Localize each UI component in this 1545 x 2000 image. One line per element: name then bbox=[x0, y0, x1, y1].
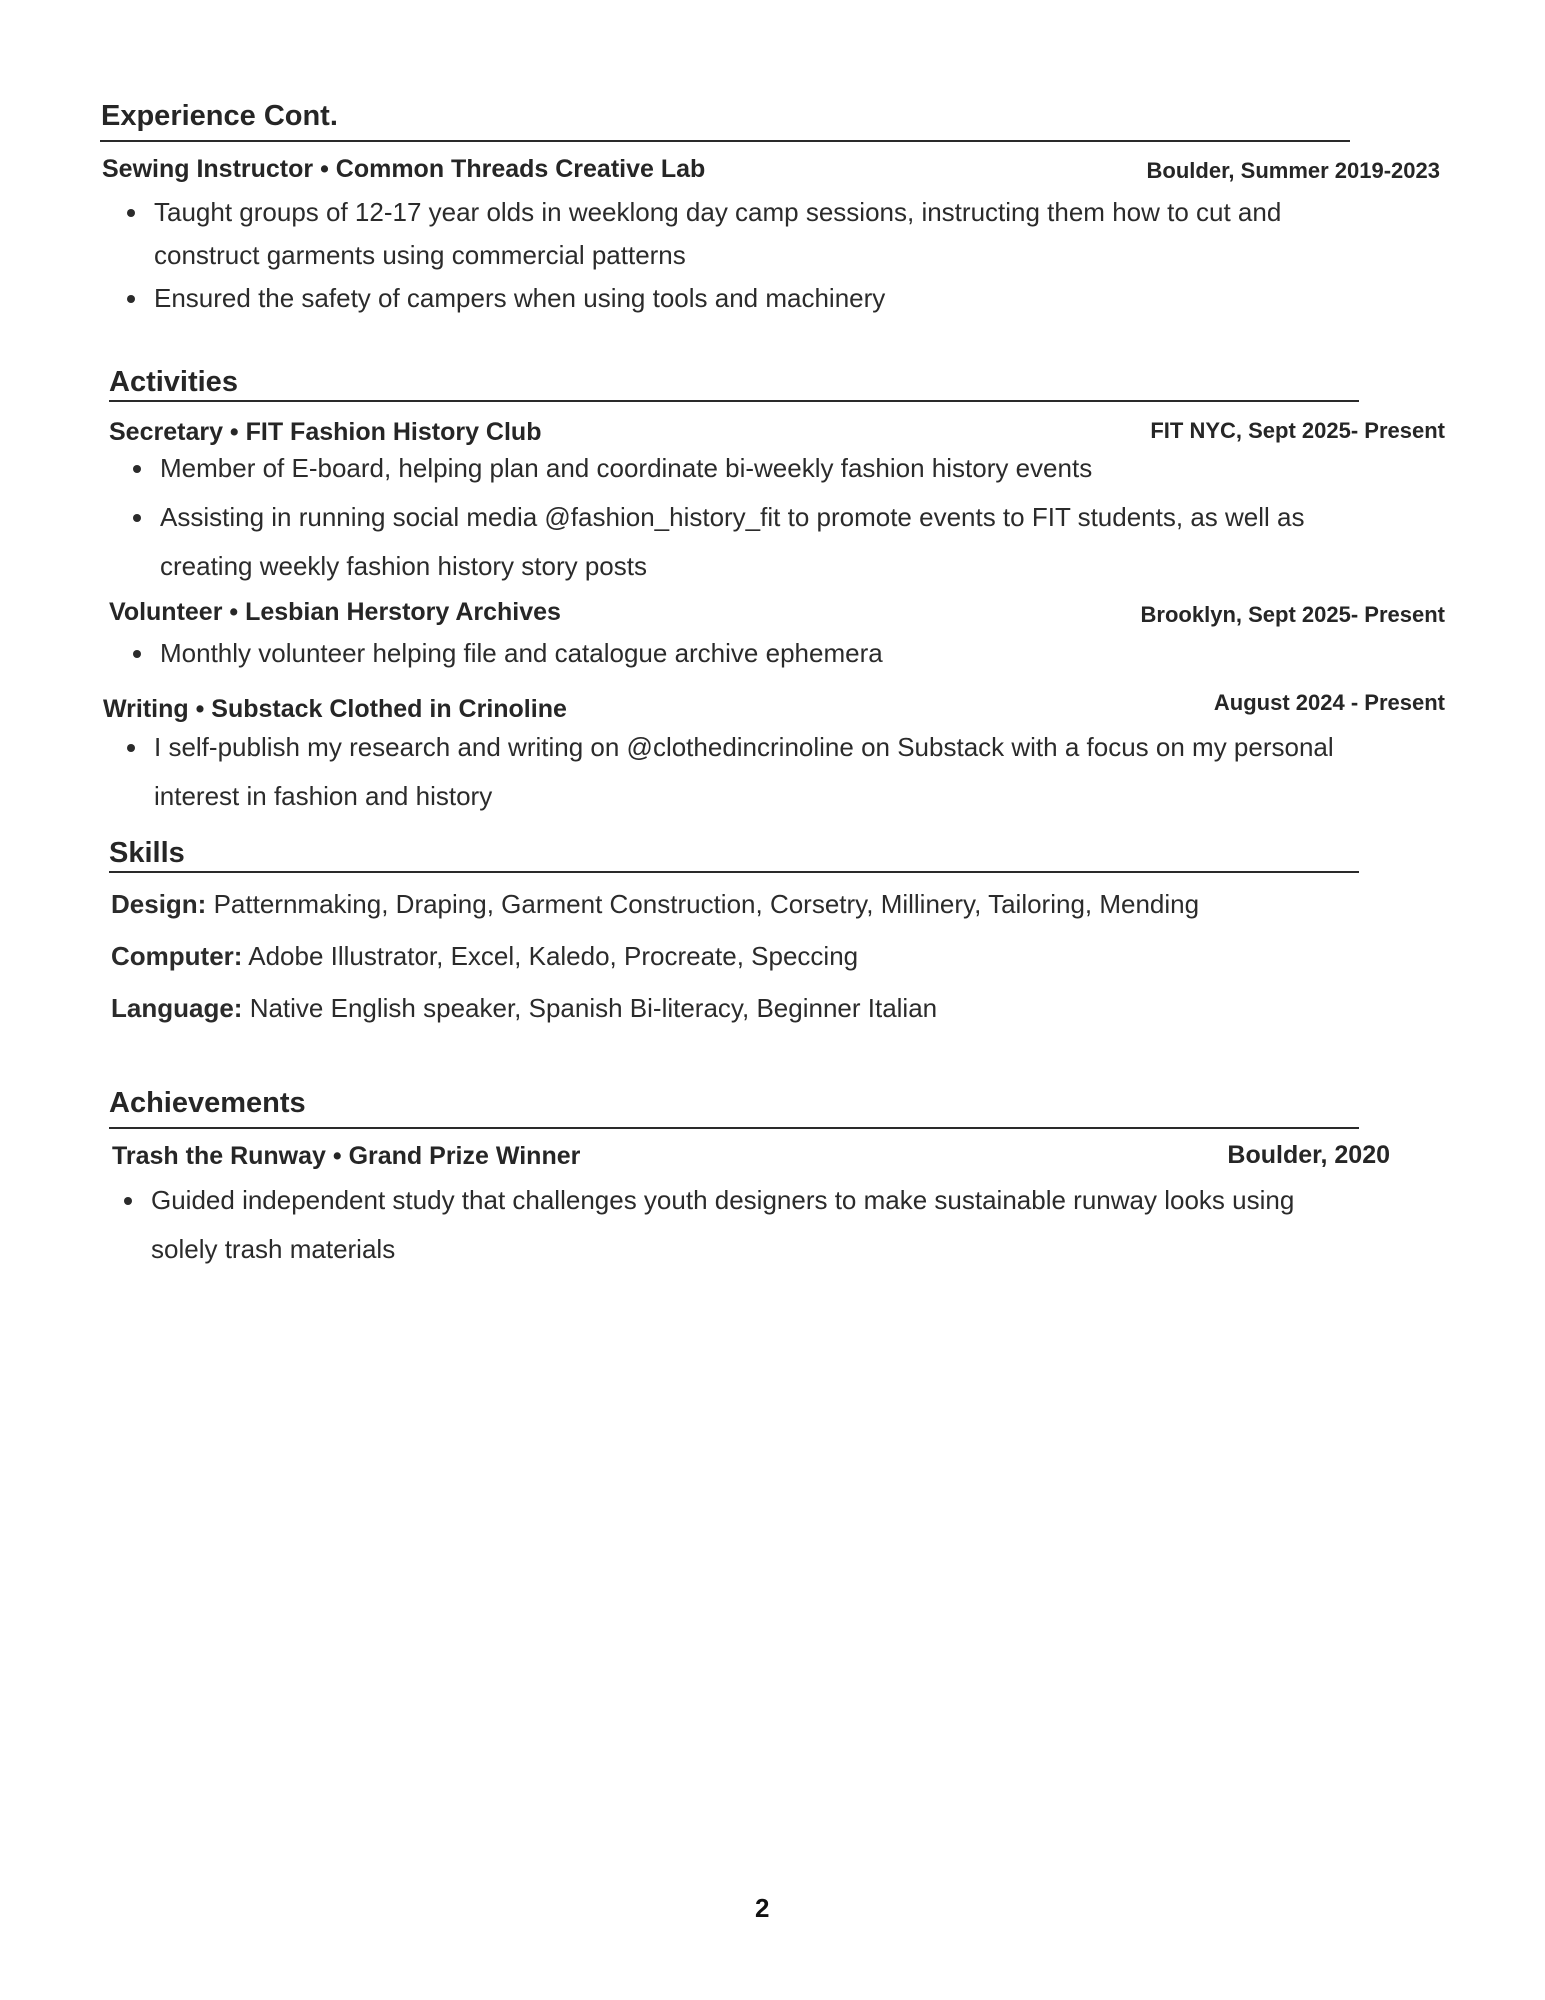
entry-title: Volunteer • Lesbian Herstory Archives bbox=[109, 598, 561, 626]
skill-label: Language: bbox=[111, 993, 243, 1023]
bullet-icon bbox=[133, 465, 141, 473]
skill-value: Patternmaking, Draping, Garment Construction, Corsetry, Millinery, Tailoring, Mending bbox=[213, 889, 1200, 919]
entry-title: Trash the Runway • Grand Prize Winner bbox=[112, 1142, 581, 1170]
entry-location-date: Boulder, 2020 bbox=[1227, 1141, 1390, 1169]
entry-title: Writing • Substack Clothed in Crinoline bbox=[103, 695, 567, 723]
entry-location-date: FIT NYC, Sept 2025- Present bbox=[1150, 418, 1445, 443]
entry-title: Sewing Instructor • Common Threads Creative Lab bbox=[102, 155, 706, 183]
section-heading-activities: Activities bbox=[109, 366, 238, 398]
bullet-text: Assisting in running social media @fashion_history_fit to promote events to FIT students, as well as bbox=[160, 502, 1305, 532]
entry-title: Secretary • FIT Fashion History Club bbox=[109, 418, 542, 446]
entry-location-date: Boulder, Summer 2019-2023 bbox=[1146, 158, 1440, 183]
section-heading-achievements: Achievements bbox=[109, 1087, 306, 1119]
entry-location-date: August 2024 - Present bbox=[1213, 690, 1445, 715]
skill-row-design bbox=[111, 891, 1199, 917]
bullet-text: Ensured the safety of campers when using tools and machinery bbox=[154, 283, 886, 313]
skill-row-computer bbox=[111, 943, 858, 969]
bullet-text: Taught groups of 12-17 year olds in weeklong day camp sessions, instructing them how to cut and bbox=[154, 197, 1282, 227]
skill-label: Computer: bbox=[111, 941, 243, 971]
bullet-text: Guided independent study that challenges youth designers to make sustainable runway looks using bbox=[151, 1185, 1295, 1215]
section-divider bbox=[109, 1127, 1359, 1129]
section-divider bbox=[109, 400, 1359, 402]
bullet-icon bbox=[133, 514, 141, 522]
bullet-text-continued: creating weekly fashion history story posts bbox=[160, 551, 647, 581]
section-divider bbox=[100, 140, 1350, 142]
section-heading-skills: Skills bbox=[109, 837, 185, 869]
skill-label: Design: bbox=[111, 889, 207, 919]
bullet-icon bbox=[127, 295, 135, 303]
bullet-icon bbox=[127, 209, 135, 217]
entry-location-date: Brooklyn, Sept 2025- Present bbox=[1140, 602, 1445, 627]
bullet-text-continued: construct garments using commercial patterns bbox=[154, 240, 686, 270]
skill-value: Adobe Illustrator, Excel, Kaledo, Procreate, Speccing bbox=[248, 941, 859, 971]
bullet-text-continued: interest in fashion and history bbox=[154, 781, 493, 811]
skill-row-language bbox=[111, 995, 937, 1021]
bullet-text: Monthly volunteer helping file and catalogue archive ephemera bbox=[160, 638, 883, 668]
section-divider bbox=[109, 871, 1359, 873]
bullet-text: I self-publish my research and writing on @clothedincrinoline on Substack with a focus on my personal bbox=[154, 732, 1334, 762]
bullet-icon bbox=[133, 650, 141, 658]
bullet-text: Member of E-board, helping plan and coordinate bi-weekly fashion history events bbox=[160, 453, 1093, 483]
section-heading-experience: Experience Cont. bbox=[101, 100, 338, 132]
bullet-text-continued: solely trash materials bbox=[151, 1234, 396, 1264]
page-number: 2 bbox=[755, 1893, 770, 1923]
bullet-icon bbox=[124, 1197, 132, 1205]
bullet-icon bbox=[127, 744, 135, 752]
skill-value: Native English speaker, Spanish Bi-literacy, Beginner Italian bbox=[249, 993, 938, 1023]
